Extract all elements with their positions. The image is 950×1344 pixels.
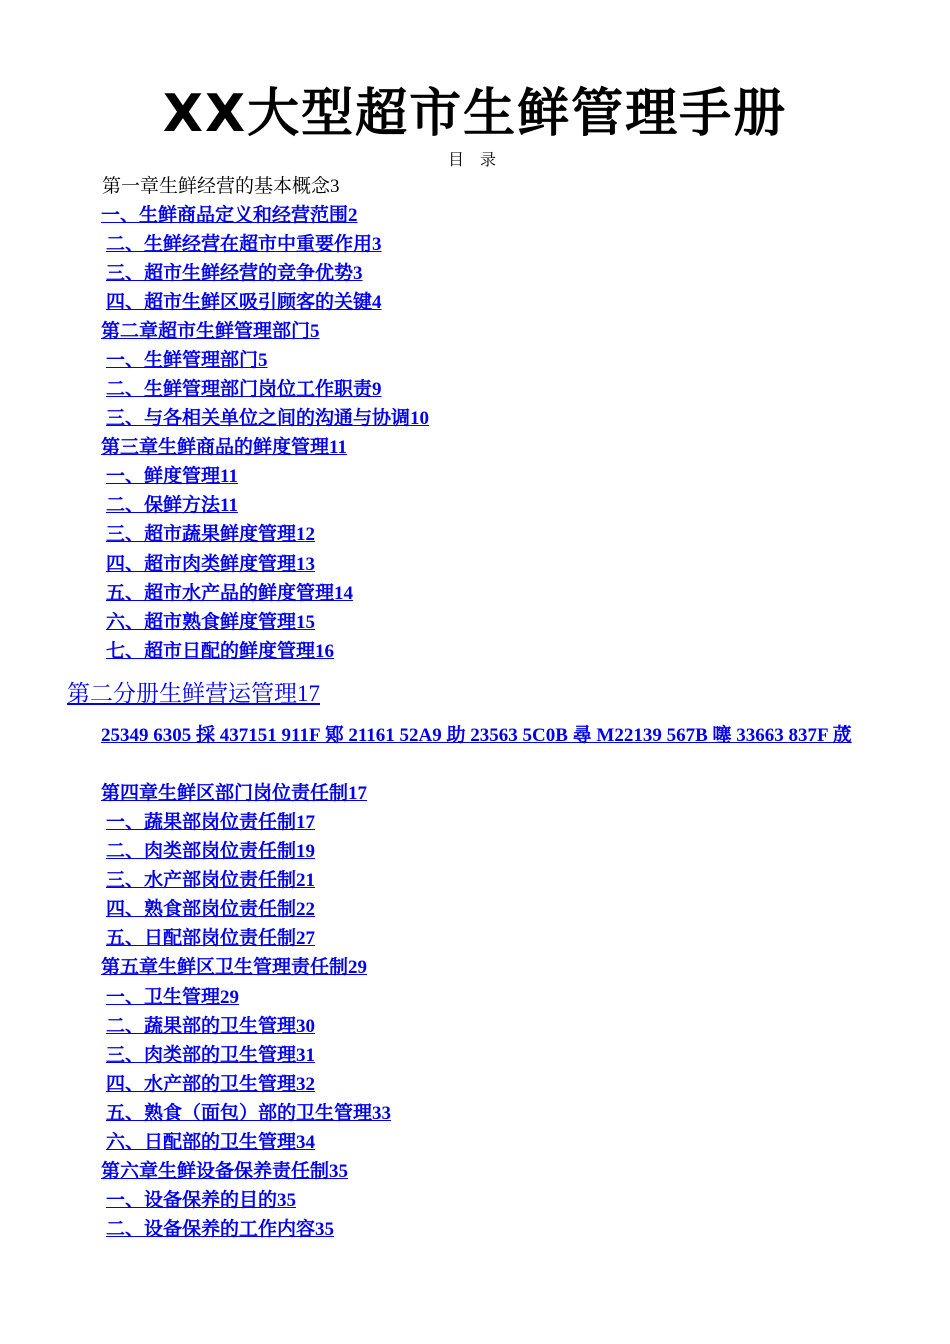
toc-chapter-link[interactable]: 第二章超市生鲜管理部门5 <box>101 321 320 342</box>
toc-chapter-link[interactable]: 第三章生鲜商品的鲜度管理11 <box>101 437 347 458</box>
toc-link[interactable]: 三、与各相关单位之间的沟通与协调10 <box>106 408 430 429</box>
toc-link[interactable]: 三、肉类部的卫生管理31 <box>106 1045 316 1066</box>
toc-link[interactable]: 五、日配部岗位责任制27 <box>106 928 316 949</box>
toc-link[interactable]: 六、超市熟食鲜度管理15 <box>106 612 316 633</box>
toc-chapter-link[interactable]: 第五章生鲜区卫生管理责任制29 <box>101 957 368 978</box>
toc-link[interactable]: 一、蔬果部岗位责任制17 <box>106 812 316 833</box>
page-title: XX大型超市生鲜管理手册 <box>162 84 788 144</box>
toc-chapter-link[interactable]: 第四章生鲜区部门岗位责任制17 <box>101 783 368 804</box>
toc-link[interactable]: 四、水产部的卫生管理32 <box>106 1074 316 1095</box>
toc-link[interactable]: 七、超市日配的鲜度管理16 <box>106 641 335 662</box>
toc-link[interactable]: 二、生鲜经营在超市中重要作用3 <box>106 234 382 255</box>
toc-link[interactable]: 二、蔬果部的卫生管理30 <box>106 1016 316 1037</box>
toc-link[interactable]: 二、设备保养的工作内容35 <box>106 1219 335 1240</box>
toc-link[interactable]: 二、生鲜管理部门岗位工作职责9 <box>106 379 382 400</box>
toc-link[interactable]: 一、生鲜商品定义和经营范围2 <box>101 205 358 226</box>
toc-link[interactable]: 五、熟食（面包）部的卫生管理33 <box>106 1103 392 1124</box>
toc-link[interactable]: 四、熟食部岗位责任制22 <box>106 899 316 920</box>
toc-link[interactable]: 三、超市蔬果鲜度管理12 <box>106 524 316 545</box>
toc-chapter-1: 第一章生鲜经营的基本概念3 <box>102 176 340 197</box>
toc-link[interactable]: 三、水产部岗位责任制21 <box>106 870 316 891</box>
toc-link[interactable]: 一、设备保养的目的35 <box>106 1190 297 1211</box>
toc-link[interactable]: 六、日配部的卫生管理34 <box>106 1132 316 1153</box>
toc-link[interactable]: 二、肉类部岗位责任制19 <box>106 841 316 862</box>
toc-link[interactable]: 一、生鲜管理部门5 <box>106 350 268 371</box>
toc-chapter-link[interactable]: 第六章生鲜设备保养责任制35 <box>101 1161 349 1182</box>
toc-link[interactable]: 一、卫生管理29 <box>106 987 240 1008</box>
toc-heading: 目 录 <box>447 152 502 169</box>
toc-link[interactable]: 一、鲜度管理11 <box>106 466 238 487</box>
toc-link[interactable]: 四、超市肉类鲜度管理13 <box>106 554 316 575</box>
toc-link[interactable]: 二、保鲜方法11 <box>106 495 238 516</box>
toc-volume-link[interactable]: 第二分册生鲜营运管理17 <box>67 681 320 706</box>
toc-garbled-link[interactable]: 25349 6305 採 437151 911F 鄍 21161 52A9 助 23563 5C0B 尋 M22139 567B 噻 33663 837F 荿 <box>101 725 852 746</box>
toc-link[interactable]: 三、超市生鲜经营的竞争优势3 <box>106 263 363 284</box>
toc-link[interactable]: 四、超市生鲜区吸引顾客的关键4 <box>106 292 382 313</box>
toc-link[interactable]: 五、超市水产品的鲜度管理14 <box>106 583 354 604</box>
